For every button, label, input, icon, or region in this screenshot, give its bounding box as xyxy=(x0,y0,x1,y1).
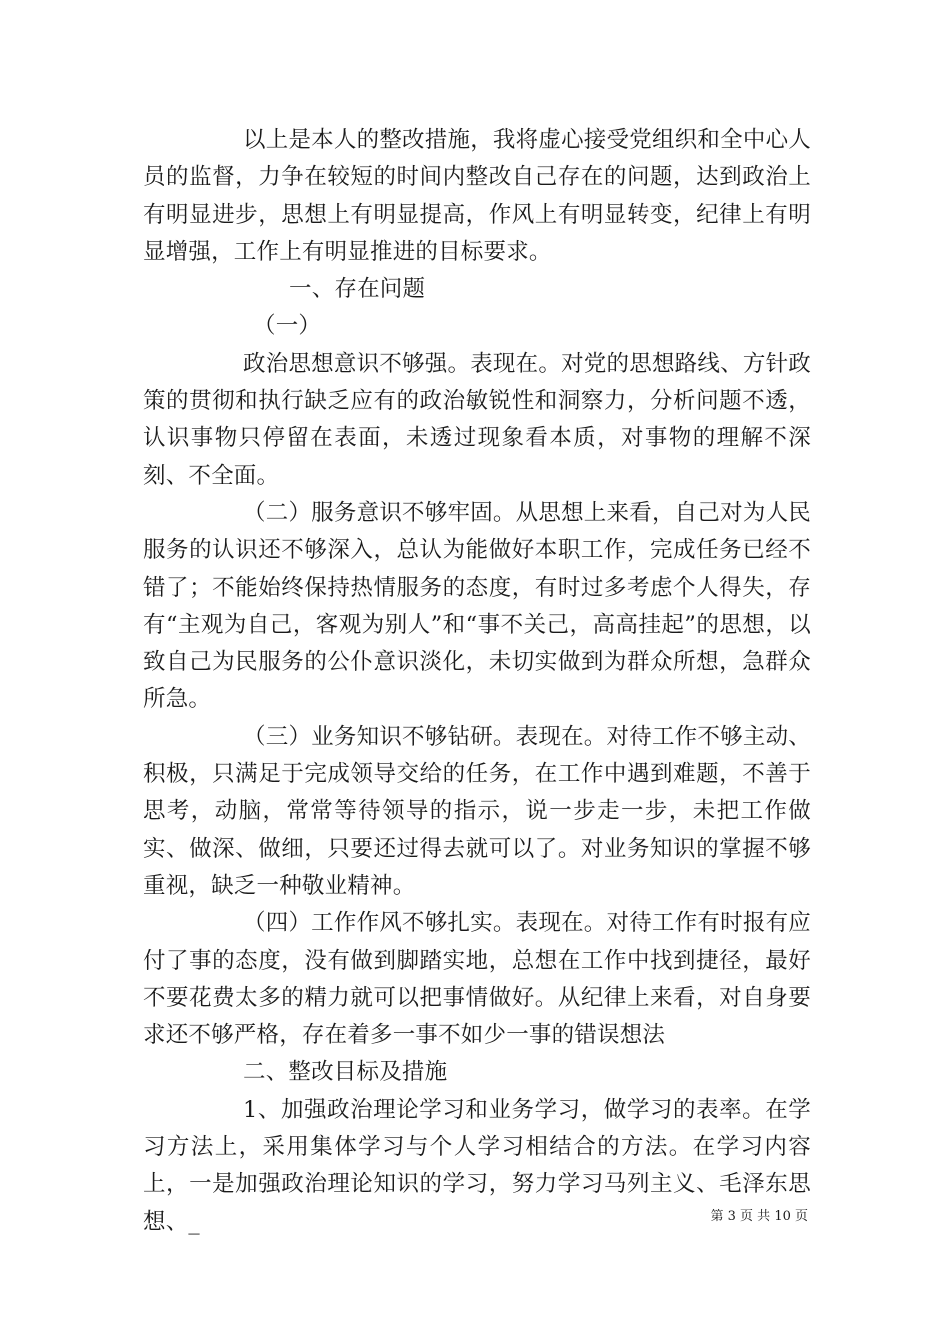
section-heading-measures: 二、整改目标及措施 xyxy=(243,1059,448,1086)
intro-paragraph: 以上是本人的整改措施，我将虚心接受党组织和全中心人员的监督，力争在较短的时间内整改自己存在的问题，达到政治上有明显进步，思想上有明显提高，作风上有明显转变，纪律上有明显增强，工作上有明显推进的目标要求。 xyxy=(143,127,811,265)
document-body xyxy=(143,122,811,1241)
subsection-label-one: （一） xyxy=(253,313,322,340)
problem-paragraph-1: 政治思想意识不够强。表现在。对党的思想路线、方针政策的贯彻和执行缺乏应有的政治敏锐性和洞察力，分析问题不透，认识事物只停留在表面，未透过现象看本质，对事物的理解不深刻、不全面。 xyxy=(143,350,811,489)
problem-paragraph-4: （四）工作作风不够扎实。表现在。对待工作有时报有应付了事的态度，没有做到脚踏实地，总想在工作中找到捷径，最好不要花费太多的精力就可以把事情做好。从纪律上来看，对自身要求还不够严格，存在着多一事不如少一事的错误想法 xyxy=(143,910,811,1049)
page-number: 第 3 页 共 10 页 xyxy=(710,1209,808,1224)
page-footer xyxy=(0,1205,950,1224)
problem-paragraph-3: （三）业务知识不够钻研。表现在。对待工作不够主动、积极，只满足于完成领导交给的任务，在工作中遇到难题，不善于思考，动脑，常常等待领导的指示，说一步走一步，未把工作做实、做深、做细，只要还过得去就可以了。对业务知识的掌握不够重视，缺乏一种敬业精神。 xyxy=(143,723,811,899)
problem-paragraph-2: （二）服务意识不够牢固。从思想上来看，自己对为人民服务的认识还不够深入，总认为能做好本职工作，完成任务已经不错了；不能始终保持热情服务的态度，有时过多考虑个人得失，存有“主观为自己，客观为别人”和“事不关己，高高挂起”的思想，以致自己为民服务的公仆意识淡化，未切实做到为群众所想，急群众所急。 xyxy=(143,499,811,713)
section-heading-problems: 一、存在问题 xyxy=(289,276,426,303)
measure-paragraph-1: 1、加强政治理论学习和业务学习，做学习的表率。在学习方法上，采用集体学习与个人学习相结合的方法。在学习内容上，一是加强政治理论知识的学习，努力学习马列主义、毛泽东思想、_ xyxy=(143,1096,811,1235)
